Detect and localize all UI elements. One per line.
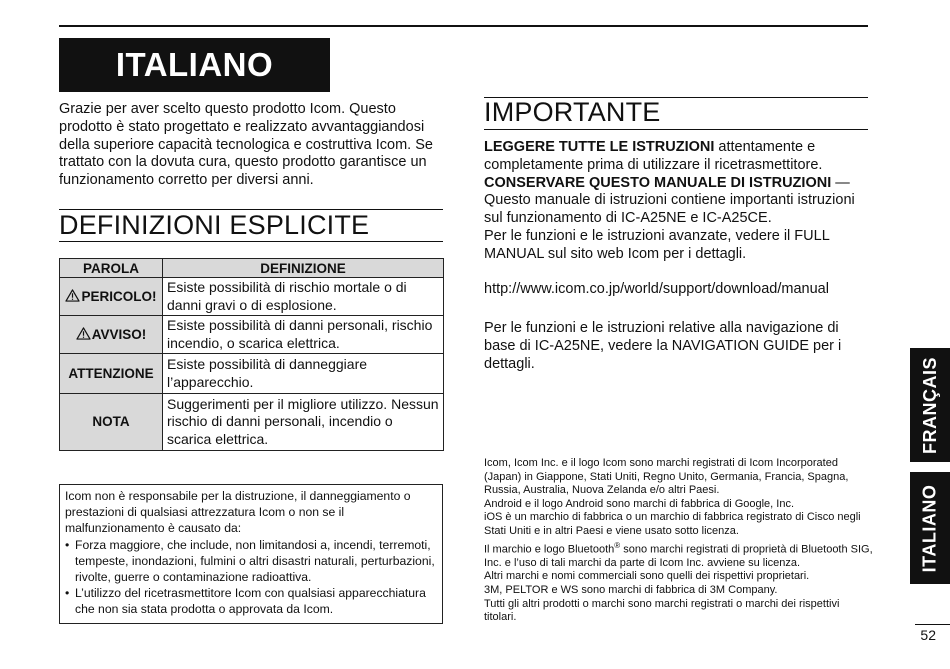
term-cell-danger bbox=[60, 278, 163, 316]
disclaimer-intro: Icom non è responsabile per la distruzione, il danneggiamento o prestazioni di qualsiasi attrezzatura Icom o non se il malfunzionamento è causato da: bbox=[65, 489, 411, 536]
warning-triangle-icon bbox=[76, 327, 91, 340]
full-manual-paragraph: Per le funzioni e le istruzioni avanzate, vedere il FULL MANUAL sul sito web Icom per i dettagli. bbox=[484, 227, 830, 262]
page-number-rule bbox=[915, 624, 950, 625]
section-title-block bbox=[59, 38, 330, 92]
definition-cell: Esiste possibilità di rischio mortale o di danni gravi o di esplosione. bbox=[163, 278, 444, 316]
table-row bbox=[60, 316, 444, 354]
table-row bbox=[60, 394, 444, 451]
top-rule bbox=[59, 25, 868, 27]
side-tab-label: ITALIANO bbox=[919, 484, 940, 572]
trademark-note: Icom, Icom Inc. e il logo Icom sono marchi registrati di Icom Incorporated (Japan) in Giappone, Stati Uniti, Regno Unito, Germania, Francia, Spagna, Russia, Australia, Nuova Zelanda e/o altri Paesi. bbox=[484, 457, 849, 497]
definition-cell: Suggerimenti per il migliore utilizzo. Nessun rischio di danni personali, incendio o scarica elettrica. bbox=[163, 394, 444, 451]
trademark-note: Il marchio e logo Bluetooth® sono marchi registrati di proprietà di Bluetooth SIG, Inc. e l’uso di tali marchi da parte di Icom Inc. avviene su licenza. bbox=[484, 540, 873, 569]
trademarks-notes bbox=[484, 457, 874, 625]
important-heading: IMPORTANTE bbox=[484, 97, 661, 127]
column-header-definition: DEFINIZIONE bbox=[163, 259, 444, 278]
column-header-word: PAROLA bbox=[60, 259, 163, 278]
read-instructions-lead: LEGGERE TUTTE LE ISTRUZIONI bbox=[484, 139, 715, 155]
list-item: • Forza maggiore, che include, non limitandosi a, incendi, terremoti, tempeste, inondazioni, fulmini o altri disastri naturali, perturbazioni, rivolte, guerre o contaminazione radioattiva. bbox=[65, 537, 437, 586]
side-tab-label: FRANÇAIS bbox=[919, 356, 940, 454]
side-tab-french[interactable] bbox=[910, 348, 950, 462]
side-tab-italian[interactable] bbox=[910, 472, 950, 584]
important-body bbox=[484, 139, 868, 374]
term-cell-warning bbox=[60, 316, 163, 354]
important-heading-bottom-rule bbox=[484, 129, 868, 130]
trademark-note: Tutti gli altri prodotti o marchi sono marchi registrati o marchi dei rispettivi titolari. bbox=[484, 597, 840, 624]
table-row bbox=[60, 278, 444, 316]
term-cell-caution: ATTENZIONE bbox=[60, 354, 163, 394]
keep-manual-lead: CONSERVARE QUESTO MANUALE DI ISTRUZIONI bbox=[484, 174, 832, 191]
table-row bbox=[60, 354, 444, 394]
definition-cell: Esiste possibilità di danni personali, rischio incendio, o scarica elettrica. bbox=[163, 316, 444, 354]
definitions-heading: DEFINIZIONI ESPLICITE bbox=[59, 210, 370, 240]
navigation-guide-paragraph: Per le funzioni e le istruzioni relative alla navigazione di base di IC-A25NE, vedere la NAVIGATION GUIDE per i dettagli. bbox=[484, 320, 842, 372]
definitions-table bbox=[59, 258, 444, 451]
definition-cell: Esiste possibilità di danneggiare l’apparecchio. bbox=[163, 354, 444, 394]
section-title: ITALIANO bbox=[115, 46, 274, 83]
term-label: PERICOLO! bbox=[81, 288, 157, 304]
trademark-note: 3M, PELTOR e WS sono marchi di fabbrica di 3M Company. bbox=[484, 584, 778, 596]
trademark-note: iOS è un marchio di fabbrica o un marchio di fabbrica registrato di Cisco negli Stati Uniti e in altri Paesi e viene usato sotto licenza. bbox=[484, 511, 861, 537]
term-cell-note: NOTA bbox=[60, 394, 163, 451]
manual-url: http://www.icom.co.jp/world/support/download/manual bbox=[484, 280, 829, 297]
term-label: AVVISO! bbox=[91, 326, 147, 342]
definitions-header-row bbox=[60, 259, 444, 278]
disclaimer-box bbox=[59, 484, 443, 624]
warning-triangle-icon bbox=[65, 289, 80, 302]
trademark-note: Android e il logo Android sono marchi di fabbrica di Google, Inc. bbox=[484, 497, 795, 510]
page-number: 52 bbox=[920, 627, 936, 643]
definitions-heading-bottom-rule bbox=[59, 241, 443, 242]
read-instructions-paragraph: LEGGERE TUTTE LE ISTRUZIONI attentamente e completamente prima di utilizzare il ricetrasmettitore. bbox=[484, 139, 823, 173]
disclaimer-list bbox=[65, 537, 437, 618]
list-item: • L’utilizzo del ricetrasmettitore Icom con qualsiasi apparecchiatura che non sia stata prodotta o approvata da Icom. bbox=[65, 585, 437, 617]
trademark-note: Altri marchi e nomi commerciali sono quelli dei rispettivi proprietari. bbox=[484, 570, 810, 583]
intro-paragraph: Grazie per aver scelto questo prodotto Icom. Questo prodotto è stato progettato e realizzato avvantaggiandosi della superiore capacità tecnologica e costruttiva Icom. Se trattato con la dovuta cura, questo prodotto garantisce un funzionamento corretto per diversi anni. bbox=[59, 101, 433, 189]
keep-manual-paragraph: CONSERVARE QUESTO MANUALE DI ISTRUZIONI — Questo manuale di istruzioni contiene importanti istruzioni sul funzionamento di IC-A25NE e IC-A25CE. bbox=[484, 174, 855, 227]
